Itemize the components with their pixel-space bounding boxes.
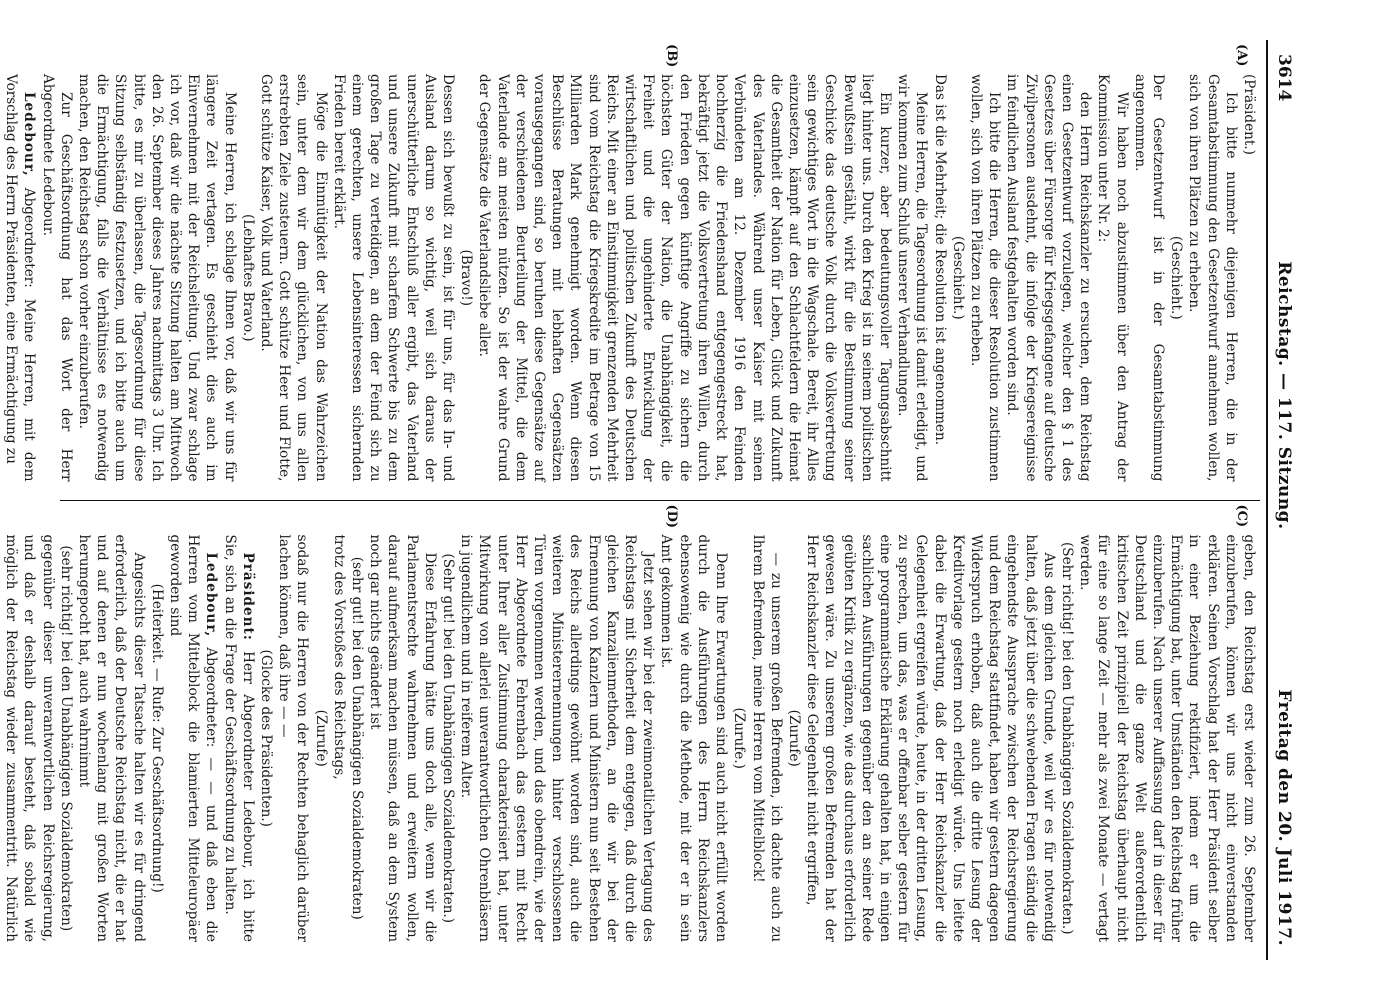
paragraph (257, 535, 275, 943)
paragraph-text: — zu unserem großen Befremden, ich dachte auch zu Ihrem Befremden, meine Herren vom Mittelblock! (749, 534, 784, 942)
paragraph (894, 74, 930, 482)
paragraph-text: (Bravo!) (458, 249, 475, 307)
paragraph (475, 74, 894, 482)
paragraph-text: sodaß nur die Herren von der Rechten behaglich darüber lachen können, daß ihre — — (276, 534, 311, 942)
text-columns (3, 40, 1260, 960)
paragraph (967, 74, 1003, 482)
paragraph (75, 535, 148, 943)
paragraph (949, 74, 967, 482)
margin-marker-a: (A) (1234, 44, 1249, 67)
speaker-name: Ledebour, (203, 552, 220, 638)
paragraph-text: Jetzt sehen wir bei der zweimonatlichen Vertagung des Reichstags mit Sicherheit dem entgegen, daß durch die gleichen Kanzalienmethoden, an die wir bei der Ernennung von Kanzlern und Ministern nun seit Bestehen des Reichs allerdings gewöhnt worden sind, auch die weiteren Ministerernennungen hinter verschlossenen Türen vorgenommen werden, und das obendrein, wie der Herr Abgeordnete Fehrenbach das gestern mit Recht unter Ihrer aller Zustimmung charakterisiert hat, unter Mitwirkung von allerlei unverantwortlichen Ohrenbläsern in jugendlichem und in reiferem Alter. (458, 534, 657, 942)
paragraph-text: trotz des Vorstoßes des Reichstags, (330, 534, 347, 780)
page-header (1266, 40, 1300, 960)
paragraph-text: den Herrn Reichskanzler zu ersuchen, dem Reichstag einen Gesetzentwurf vorzulegen, welcher den § 1 des Gesetzes über Fürsorge für Kriegsgefangene auf deutsche Zivilpersonen ausdehnt, die infolge der Kriegsereignisse im feindlichen Ausland festgehalten worden sind. (1004, 74, 1094, 482)
paragraph-text: Herr Abgeordneter Ledebour, ich bitte Sie, sich an die Frage der Geschäftsordnung zu halten. (221, 534, 256, 942)
paragraph-text: Ich bitte die Herren, die dieser Resolution zustimmen wollen, sich von ihren Plätzen zu erheben. (967, 74, 1003, 482)
paragraph (803, 535, 1058, 943)
paragraph-text: (Lebhaftes Bravo.) (239, 213, 256, 342)
paragraph (930, 74, 948, 482)
paragraph (1058, 535, 1076, 943)
paragraph-text: (Sehr richtig! bei den Unabhängigen Sozialdemokraten.) (1058, 542, 1075, 935)
paragraph-text: Abgeordneter: Meine Herren, mit dem Vorschlag des Herrn Präsidenten, eine Ermächtigung zu (3, 74, 38, 482)
paragraph-text: Wir haben noch abzustimmen über den Antrag der Kommission unter Nr. 2: (1095, 74, 1130, 482)
paragraph-text: Meine Herren, die Tagesordnung ist damit erledigt, und wir kommen zum Schluß unserer Verhandlungen. (895, 74, 930, 482)
paragraph-text: geben, den Reichstag erst wieder zum 26. September einzuberufen, können wir uns nicht einverstanden erklären. Seinen Vorschlag hat der Herr Präsident selber in einer Beziehung rektifiziert, indem er um die Ermächtigung bat, unter Umständen den Reichstag früher einzuberufen. Nach unserer Auffassung darf in dieser für Deutschland und die ganze Welt außerordentlich kritischen Zeit prinzipiell der Reichstag überhaupt nicht für eine so lange Zeit — mehr als zwei Monate — vertagt werden. (1077, 534, 1257, 942)
paragraph (348, 535, 366, 943)
paragraph-text: (Geschieht.) (949, 235, 966, 320)
paragraph-text: (Zurufe.) (731, 707, 748, 769)
paragraph (275, 535, 311, 943)
paragraph (439, 535, 457, 943)
paragraph (1094, 74, 1130, 482)
paragraph-text: gegenüber dieser unverantwortlichen Reichsregierung, und daß er deshalb darauf besteht, daß sobald wie möglich der Reichstag wieder zusammentritt. Natürlich (3, 534, 56, 942)
credit-strip (1354, 0, 1383, 1000)
paragraph (38, 74, 74, 482)
paragraph (1003, 74, 1094, 482)
paragraph-text: (sehr richtig! bei den Unabhängigen Sozialdemokraten) (57, 545, 74, 932)
paragraph-text: Zur Geschäftsordnung hat das Wort der Herr Abgeordnete Ledebour. (39, 74, 74, 482)
paragraph (748, 535, 784, 943)
speaker-name: Präsident: (239, 552, 256, 641)
paragraph (457, 535, 657, 943)
paragraph (1185, 74, 1240, 482)
scanned-page (3, 40, 1300, 960)
paragraph (330, 535, 348, 943)
paragraph-text: Abgeordneter: — — und daß eben die Herren vom Mittelblock die blamierten Mitteleuropäer geworden sind (167, 534, 220, 942)
paragraph-text: (Glocke des Präsidenten.) (258, 649, 275, 827)
paragraph-text: Der Gesetzentwurf ist in der Gesamtabstimmung angenommen. (1131, 74, 1166, 482)
paragraph (657, 535, 730, 943)
paragraph (1167, 74, 1185, 482)
paragraph-text: (Zurufe) (785, 709, 802, 767)
paragraph-text: Ich bitte nunmehr diejenigen Herren, die in der Gesamtabstimmung den Gesetzentwurf annehmen wollen, sich von ihren Plätzen zu erheben. (1186, 74, 1239, 482)
paragraph-text: Angesichts dieser Tatsache halten wir es für dringend erforderlich, daß der Deutsche Reichstag nicht, die er hat und auf denen er nun wochenlang mit großen Worten herumgepocht hat, auch wahrnimmt (76, 534, 147, 942)
paragraph (457, 74, 475, 482)
paragraph (239, 74, 257, 482)
session-date: Freitag den 20. Juli 1917. (1274, 689, 1294, 946)
paragraph (330, 74, 457, 482)
session-title: Reichstag. — 117. Sitzung. (1274, 261, 1294, 530)
paragraph-text: Diese Erfahrung hätte uns doch alle, wenn wir die Parlamentsrechte wahrnehmen und erweitern wollen, darauf aufmerksam machen müssen, daß an dem System noch gar nichts geändert ist (367, 534, 438, 942)
left-column (3, 40, 1260, 500)
paragraph (366, 535, 439, 943)
paragraph-text: Denn Ihre Erwartungen sind auch nicht erfüllt worden durch die Ausführungen des Herrn Reichskanzlers ebensowenig wie durch die Methode, mit der er in sein Amt gekommen ist. (658, 534, 730, 942)
page-number: 3614 (1274, 54, 1294, 102)
paragraph (257, 74, 330, 482)
paragraph-text: (Zurufe) (312, 709, 329, 767)
paragraph-text: Das ist die Mehrheit; die Resolution ist angenommen. (931, 74, 948, 446)
paragraph-text: (sehr gut! bei den Unabhängigen Sozialdemokraten) (349, 556, 366, 920)
speaker-name: Ledebour, (21, 92, 38, 177)
margin-marker-b: (B) (664, 44, 679, 68)
paragraph (0, 535, 57, 943)
paragraph-text: Aus dem gleichen Grunde, weil wir es für notwendig halten, daß jetzt über die schwebenden Fragen ständig die eingehendste Aussprache zwischen der Reichsregierung und dem Reichstag stattfindet, haben wir gestern dagegen Widerspruch erhoben, daß auch die dritte Lesung der Kreditvorlage gestern noch erledigt würde. Uns leitete dabei die Erwartung, daß der Herr Reichskanzler die Gelegenheit ergreifen würde, heute, in der dritten Lesung, zu sprechen, um das, was er offenbar selber gestern für eine programmatische Erklärung gehalten hat, in einigen sachlichen Ausführungen gegenüber den an seiner Rede geübten Kritik zu ergänzen, wie das durchaus erforderlich gewesen wäre. Zu unserem großen Befremden hat der Herr Reichskanzler diese Gelegenheit nicht ergriffen, (804, 534, 1057, 942)
paragraph-text: (Sehr gut! bei den Unabhängigen Sozialdemokraten.) (440, 553, 457, 924)
margin-marker-c: (C) (1234, 504, 1249, 528)
paragraph (2, 74, 38, 482)
margin-marker-d: (D) (664, 504, 679, 529)
paragraph (1240, 74, 1258, 482)
right-column (3, 500, 1260, 961)
paragraph-text: (Geschieht.) (1168, 235, 1185, 320)
paragraph-text: Möge die Einmütigkeit der Nation das Wahrzeichen sein, unter dem wir dem glücklichen, von uns allen erstrebten Ziele zusteuern. Gott schütze Heer und Flotte, Gott schütze Kaiser, Volk und Vaterland. (258, 74, 329, 482)
paragraph (730, 535, 748, 943)
paragraph (311, 535, 329, 943)
paragraph (1076, 535, 1258, 943)
paragraph (75, 74, 239, 482)
paragraph-text: Dessen sich bewußt zu sein, ist für uns, für das In- und Ausland darum so wichtig, weil sich daraus der unerschütterliche Entschluß aller ergibt, das Vaterland und unsere Zukunft mit scharfem Schwerte bis zu dem großen Tage zu verteidigen, an dem der Feind sich zu einem gerechten, unsere Lebensinteressen sichernden Frieden bereit erklärt. (330, 74, 457, 482)
paragraph (148, 535, 166, 943)
paragraph-text: Ein kurzer, aber bedeutungsvoller Tagungsabschnitt liegt hinter uns. Durch den Krieg ist in seinem politischen Bewußtsein gestählt, wirkt für die Bestimmung seiner Geschicke das deutsche Volk durch die Volksvertretung sein gewichtiges Wort in die Wagschale. Bereit, ihr Alles einzusetzen, kämpft auf den Schlachtfeldern die Heimat die Gesamtheit der Nation für Leben, Glück und Zukunft des Vaterlandes. Während unser Kaiser mit seinen Verbündeten am 12. Dezember 1916 den Feinden hochherzig die Friedenshand entgegengestreckt hat, bekräftigt jetzt die Volksvertretung ihren Willen, durch den Frieden gegen künftige Angriffe zu sichern die höchsten Güter der Nation, die Unabhängigkeit, die Freiheit und die ungehinderte Entwicklung der wirtschaftlichen und politischen Zukunft des Deutschen Reichs. Mit einer an Einstimmigkeit grenzenden Mehrheit sind vom Reichstag die Kriegskredite im Betrage von 15 Milliarden Mark genehmigt worden. Wenn diesen Beschlüsse Beratungen mit lebhaften Gegensätzen vorausgegangen sind, so beruhen diese Gegensätze auf der verschiedenen Beurteilung der Mittel, die dem Vaterlande am meisten nützen. So ist der wahre Grund der Gegensätze die Vaterlandsliebe aller. (476, 74, 893, 482)
paragraph (785, 535, 803, 943)
paragraph-text: (Heiterkeit. — Rufe: Zur Geschäftsordnung!) (148, 583, 165, 893)
paragraph (220, 535, 256, 943)
paragraph (1131, 74, 1167, 482)
paragraph-text: Meine Herren, ich schlage Ihnen vor, daß wir uns für längere Zeit vertagen. Es geschieht dies auch im Einvernehmen mit der Reichsleitung. Und zwar schlage ich vor, daß wir die nächste Sitzung halten am Mittwoch den 26. September dieses Jahres nachmittags 3 Uhr. Ich bitte, es mir zu überlassen, die Tagesordnung für diese Sitzung selbständig festzusetzen, und ich bitte auch um die Ermächtigung, falls die Verhältnisse es notwendig machen, den Reichstag schon vorher einzuberufen. (76, 74, 238, 482)
paragraph (57, 535, 75, 943)
paragraph (166, 535, 221, 943)
paragraph-text: (Präsident.) (1241, 74, 1257, 155)
